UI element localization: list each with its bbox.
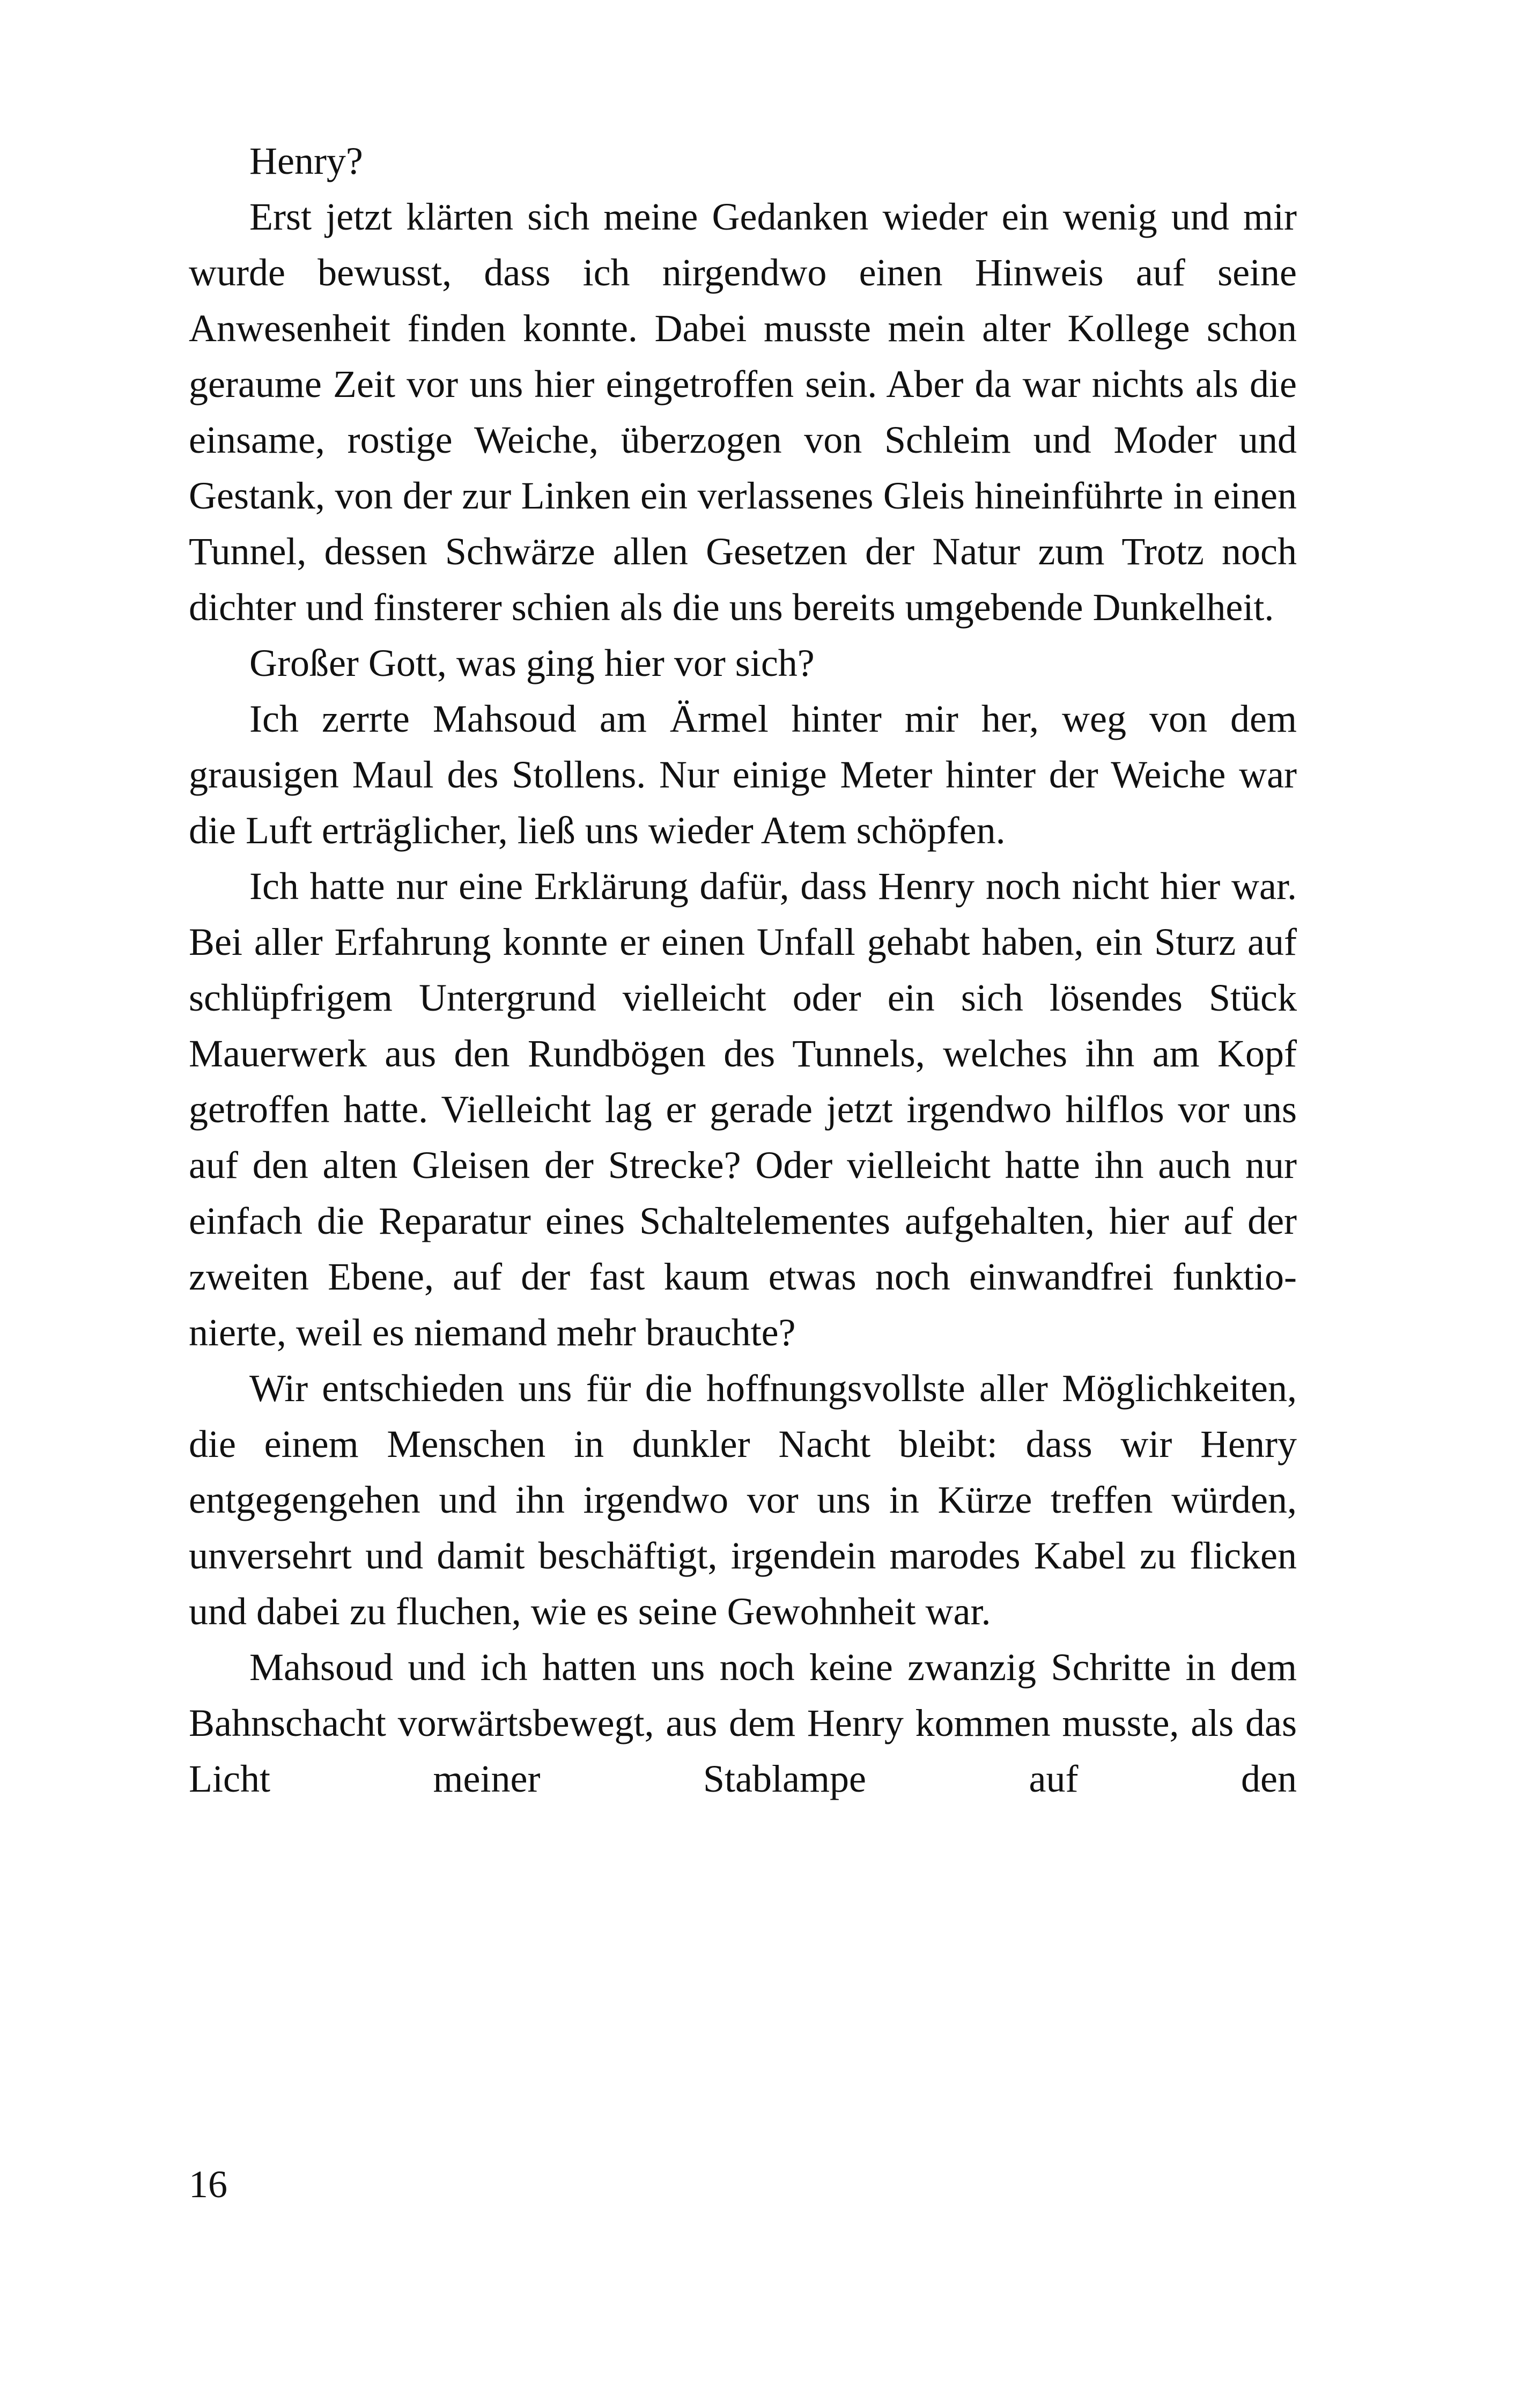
paragraph-4: Ich zerrte Mahsoud am Ärmel hinter mir her, weg von dem grausigen Maul des Stollens. Nur einige Meter hinter der Weiche war die Luft erträglicher, ließ uns wieder Atem schöpfen. [189, 697, 1297, 852]
paragraph-1: Henry? [249, 139, 363, 182]
paragraph-6: Wir entschieden uns für die hoffnungsvollste aller Möglichkeiten, die einem Menschen in dunkler Nacht bleibt: dass wir Henry entgegengehen und ihn irgendwo vor uns in Kürze treffen würden, unversehrt und damit beschäftigt, irgendein marodes Kabel zu flicken und dabei zu fluchen, wie es seine Gewohnheit war. [189, 1367, 1297, 1633]
paragraph-5: Ich hatte nur eine Erklärung dafür, dass Henry noch nicht hier war. Bei aller Erfahrung konnte er einen Unfall gehabt haben, ein Sturz auf schlüpfrigem Untergrund vielleicht oder ein sich lösendes Stück Mauerwerk aus den Rundbögen des Tunnels, welches ihn am Kopf getroffen hatte. Vielleicht lag er gerade jetzt irgendwo hilflos vor uns auf den alten Gleisen der Strecke? Oder vielleicht hatte ihn auch nur einfach die Reparatur eines Schaltelementes aufgehalten, hier auf der zweiten Ebene, auf der fast kaum etwas noch einwandfrei funktionierte, weil es niemand mehr brauchte? [189, 865, 1297, 1354]
body-text [189, 133, 1297, 1807]
page-number: 16 [189, 2163, 227, 2206]
paragraph-7: Mahsoud und ich hatten uns noch keine zwanzig Schritte in dem Bahnschacht vorwärtsbewegt, aus dem Henry kommen musste, als das Licht meiner Stablampe auf den [189, 1646, 1297, 1800]
paragraph-3: Großer Gott, was ging hier vor sich? [249, 642, 815, 684]
paragraph-2: Erst jetzt klärten sich meine Gedanken wieder ein wenig und mir wurde bewusst, dass ich nirgendwo einen Hinweis auf seine Anwesenheit finden konnte. Dabei musste mein alter Kollege schon geraume Zeit vor uns hier eingetroffen sein. Aber da war nichts als die einsame, rostige Weiche, überzogen von Schleim und Moder und Gestank, von der zur Linken ein verlassenes Gleis hineinführte in einen Tunnel, dessen Schwärze allen Gesetzen der Natur zum Trotz noch dichter und finsterer schien als die uns bereits umgebende Dunkelheit. [189, 195, 1297, 629]
